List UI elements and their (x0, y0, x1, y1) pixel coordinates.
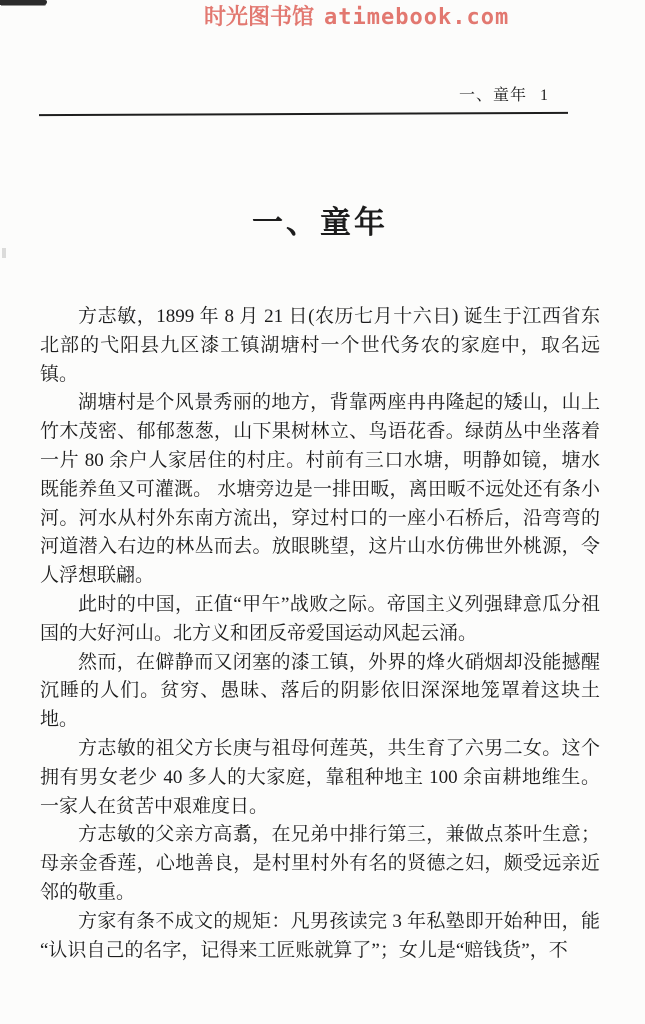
running-header-page-number: 1 (540, 87, 548, 104)
body-paragraph: 然而，在僻静而又闭塞的漆工镇，外界的烽火硝烟却没能撼醒沉睡的人们。贫穷、愚昧、落后的阴影依旧深深地笼罩着这块土地。 (40, 651, 600, 731)
running-header (40, 86, 548, 106)
watermark-library-name: 时光图书馆 (204, 4, 315, 29)
body-paragraph: 方家有条不成文的规矩：凡男孩读完 3 年私塾即开始种田，能“认识自己的名字，记得来工匠账就算了”；女儿是“赔钱货”，不 (40, 910, 600, 961)
watermark-site-name: atimebook.com (324, 5, 510, 30)
body-paragraph: 方志敏的祖父方长庚与祖母何莲英，共生育了六男二女。这个拥有男女老少 40 多人的大家庭，靠租种地主 100 余亩耕地维生。一家人在贫苦中艰难度日。 (40, 737, 600, 817)
watermark (204, 4, 509, 31)
scan-artifact-speck (2, 248, 6, 258)
body-paragraph: 湖塘村是个风景秀丽的地方，背靠两座冉冉隆起的矮山，山上竹木茂密、郁郁葱葱，山下果树林立、鸟语花香。绿荫丛中坐落着一片 80 余户人家居住的村庄。村前有三口水塘，明静如镜，塘水既能养鱼又可灌溉。 水塘旁边是一排田畈，离田畈不远处还有条小河。河水从村外东南方流出，穿过村口的一座小石桥后，沿弯弯的河道潜入右边的林丛而去。放眼眺望，这片山水仿佛世外桃源，令人浮想联翩。 (40, 392, 600, 587)
body-text (40, 303, 600, 965)
chapter-title: 一、童年 (252, 205, 388, 240)
body-paragraph: 方志敏，1899 年 8 月 21 日(农历七月十六日) 诞生于江西省东北部的弋阳县九区漆工镇湖塘村一个世代务农的家庭中，取名远镇。 (40, 306, 600, 385)
body-paragraph: 此时的中国，正值“甲午”战败之际。帝国主义列强肆意瓜分祖国的大好河山。北方义和团反帝爱国运动风起云涌。 (40, 593, 600, 644)
running-header-chapter: 一、童年 (458, 87, 527, 104)
body-paragraph: 方志敏的父亲方高翥，在兄弟中排行第三，兼做点茶叶生意；母亲金香莲，心地善良，是村里村外有名的贤德之妇，颇受远亲近邻的敬重。 (40, 824, 600, 903)
header-rule (39, 112, 568, 116)
scan-artifact-smudge (0, 0, 47, 5)
